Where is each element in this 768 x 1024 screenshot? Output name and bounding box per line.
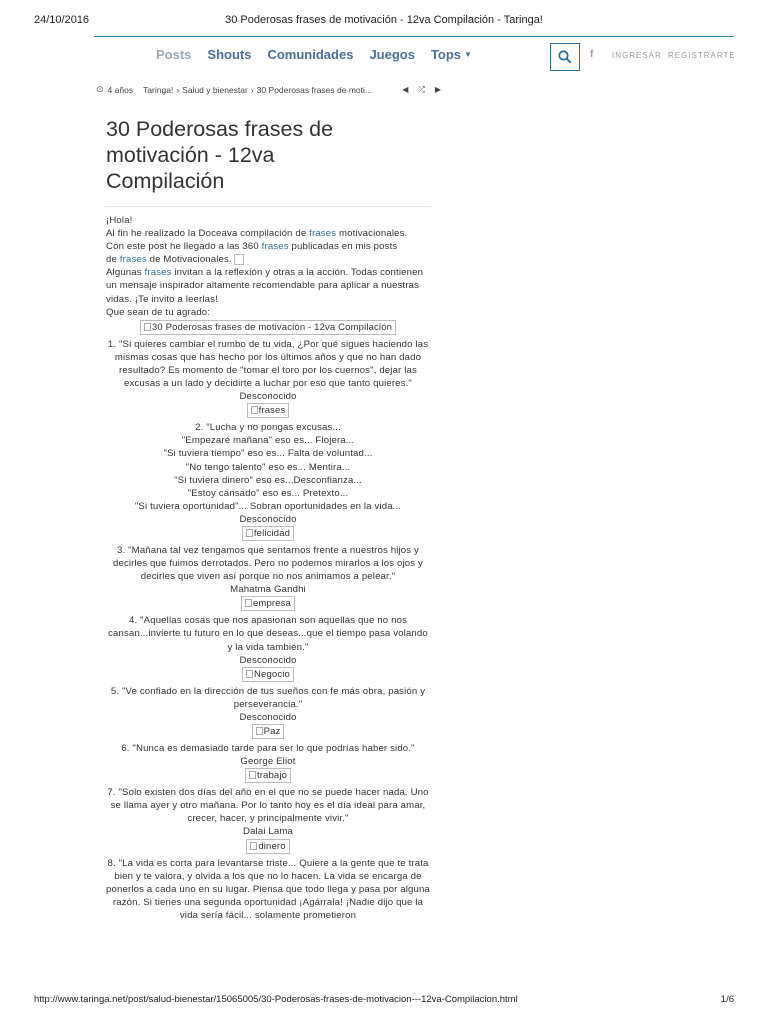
quote-author: George Eliot: [240, 756, 296, 768]
previous-post-icon[interactable]: ◀: [402, 84, 409, 94]
quote-author: Desconocido: [239, 513, 297, 525]
post-age: 4 años: [107, 84, 134, 95]
chevron-right-icon: ›: [176, 84, 180, 95]
chevron-right-icon: ›: [250, 84, 254, 95]
frases-link[interactable]: frases: [309, 228, 337, 240]
nav-links: [156, 47, 472, 62]
quote-text: "Si tuviera oportunidad"... Sobran oportunidades en la vida...: [134, 500, 402, 512]
image-placeholder: frases: [247, 403, 290, 418]
quote-list: [106, 338, 430, 922]
quote-text: 7. "Solo existen dos días del año en el que no se puede hacer nada. Uno se llama ayer y otro mañana. Por lo tanto hoy es el día ideal para amar, crecer, hacer, y principalmente vivir.": [107, 787, 429, 825]
quote-author: Mahatma Gandhi: [230, 584, 306, 596]
search-button[interactable]: [550, 43, 580, 71]
nav-communities[interactable]: Comunidades: [267, 47, 354, 62]
nav-shouts[interactable]: Shouts: [207, 47, 252, 62]
main-image-placeholder: 30 Poderosas frases de motivación - 12va Compilación: [140, 320, 396, 335]
caret-down-icon: ▼: [464, 50, 472, 59]
print-date: 24/10/2016: [34, 14, 90, 26]
post-navigation: [402, 85, 441, 95]
quote-text: 2. "Lucha y no pongas excusas...: [195, 422, 341, 434]
image-placeholder: Negocio: [242, 667, 294, 682]
top-navbar: [94, 36, 734, 75]
quote-author: Dalai Lama: [242, 826, 294, 838]
post-content: [106, 214, 430, 922]
quote-block: [106, 685, 430, 739]
nav-games[interactable]: Juegos: [369, 47, 415, 62]
quote-text: "Si tuviera tiempo" eso es... Falta de voluntad...: [163, 448, 373, 460]
image-placeholder: Paz: [252, 724, 285, 739]
print-doc-title: 30 Poderosas frases de motivación - 12va Compilación - Taringa!: [225, 14, 543, 26]
breadcrumb-current: 30 Poderosas frases de moti...: [256, 84, 372, 95]
quote-block: [106, 544, 430, 611]
quote-text: 1. "Si quieres cambiar el rumbo de tu vida, ¿Por qué sigues haciendo las mismas cosas que has hecho por los últimos años y que no han dado resultado? Es momento de "tomar el toro por los cuernos", dejar las excusas a un lado y decidirte a luchar por eso que tanto quieres.": [107, 338, 429, 390]
quote-author: Desconocido: [239, 391, 297, 403]
quote-text: "No tengo talento" eso es... Mentira...: [185, 461, 351, 473]
quote-block: [106, 421, 430, 541]
intro-line-2: Con este post he llegado a las 360 frases publicadas en mis posts: [106, 241, 398, 253]
nav-tops[interactable]: [431, 47, 472, 62]
intro-line-1: Al fin he realizado la Doceava compilación de frases motivacionales.: [106, 228, 408, 240]
quote-block: [106, 742, 430, 783]
next-post-icon[interactable]: ▶: [434, 84, 441, 94]
post-title: 30 Poderosas frases de motivación - 12va Compilación: [106, 117, 334, 193]
greeting: ¡Hola!: [106, 215, 133, 226]
frases-link[interactable]: frases: [144, 267, 172, 279]
login-link[interactable]: INGRESAR: [612, 51, 662, 60]
facebook-icon[interactable]: f: [590, 49, 594, 60]
intro-line-3: de frases de Motivacionales.: [106, 253, 430, 266]
image-placeholder: trabajo: [245, 768, 291, 783]
quote-block: [106, 857, 430, 922]
register-link[interactable]: REGISTRARTE: [668, 51, 736, 60]
frases-link[interactable]: frases: [119, 254, 147, 266]
frases-link[interactable]: frases: [261, 241, 289, 253]
quote-text: "Empezaré mañana" eso es... Flojera...: [181, 435, 355, 447]
quote-author: Desconocido: [239, 711, 297, 723]
random-post-icon[interactable]: ⤮: [418, 84, 425, 94]
title-divider: [106, 206, 430, 207]
image-placeholder: felicidad: [242, 526, 294, 541]
quote-text: "Estoy cansado" eso es... Pretexto...: [187, 487, 349, 499]
nav-posts[interactable]: Posts: [156, 47, 192, 62]
quote-text: 8. "La vida es corta para levantarse triste... Quiere a la gente que te trata bien y te valora, y olvida a los que no lo hacen. La vida se encarga de ponerlos a cada uno en su lugar. Piensa que todo llega y pasa por alguna razón. Si tienes una segunda oportunidad ¡Agárrala! ¡Nadie dijo que la vida sería fácil... solamente prometieron: [106, 857, 430, 921]
image-placeholder: dinero: [246, 839, 289, 854]
quote-text: "Si tuviera dinero" eso es...Desconfianza...: [174, 474, 362, 486]
clock-icon: ⊙: [96, 84, 104, 94]
breadcrumb-category[interactable]: Salud y bienestar: [182, 84, 248, 95]
broken-image-icon: [234, 254, 244, 265]
quote-text: 4. "Aquellas cosas que nos apasionan son aquellas que no nos cansan...invierte tu futuro en lo que deseas...que el tiempo pasa volando y la vida también.": [108, 615, 428, 653]
search-icon: [558, 50, 572, 64]
quote-text: 3. "Mañana tal vez tengamos que sentarnos frente a nuestros hijos y decirles que fuimos derrotados. Pero no podemos mirarlos a los ojos y decirles que viven así porque no nos animamos a pelear.": [112, 544, 424, 583]
print-url: http://www.taringa.net/post/salud-bienestar/15065005/30-Poderosas-frases-de-motivacion---12va-Compilacion.html: [34, 994, 518, 1005]
intro-line-4: Algunas frases invitan a la reflexión y otras a la acción. Todas contienen un mensaje inspirador altamente recomendable para aplicar a nuestras vidas. ¡Te invito a leerlas!: [106, 267, 424, 305]
quote-block: [106, 786, 430, 853]
intro-line-5: Que sean de tu agrado:: [106, 306, 211, 318]
quote-text: 5. "Ve confiado en la dirección de tus sueños con fe más obra, pasión y perseverancia.": [110, 685, 426, 710]
quote-block: [106, 614, 430, 681]
quote-block: [106, 338, 430, 418]
quote-text: 6. "Nunca es demasiado tarde para ser lo que podrías haber sido.": [121, 743, 415, 754]
print-page-number: 1/6: [720, 994, 734, 1005]
image-placeholder: empresa: [241, 596, 295, 611]
quote-author: Desconocido: [239, 654, 297, 666]
breadcrumb-site[interactable]: Taringa!: [143, 84, 174, 95]
nav-tops-label: Tops: [430, 47, 462, 62]
breadcrumb: [96, 84, 441, 95]
